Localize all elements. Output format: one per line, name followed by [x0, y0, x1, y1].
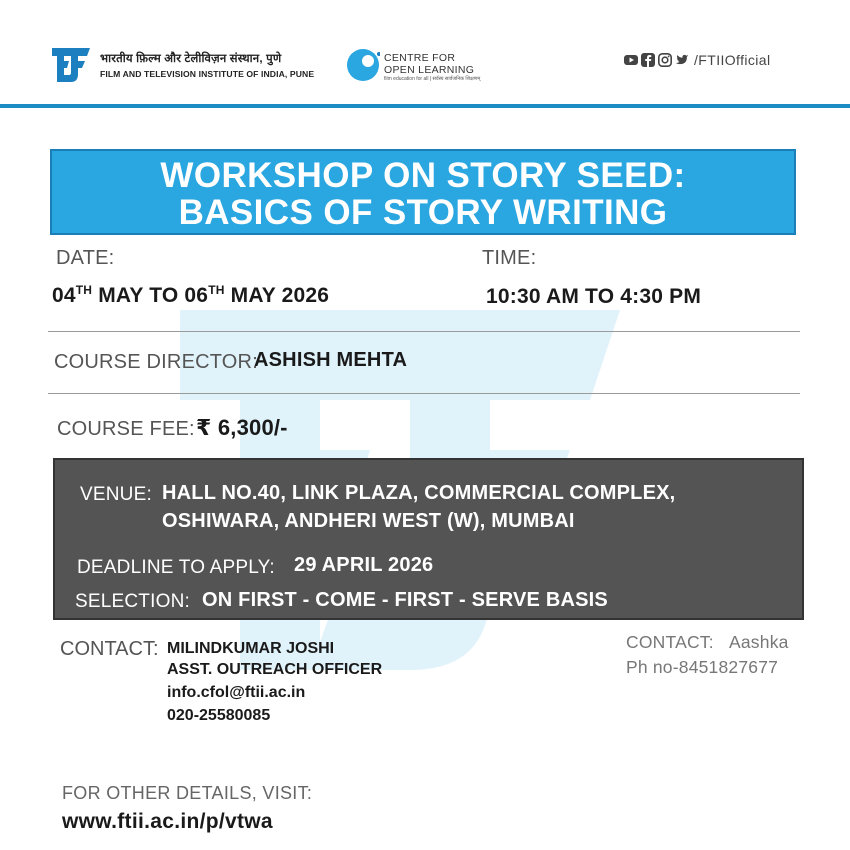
alt-contact-phone[interactable]: Ph no-8451827677 [626, 657, 779, 677]
time-label: TIME: [482, 247, 537, 269]
title-line-2: BASICS OF STORY WRITING [178, 193, 668, 232]
cfol-tagline: film education for all | सर्वस्य सार्वजनिक शिक्षणम् [384, 76, 481, 82]
venue-line-1: HALL NO.40, LINK PLAZA, COMMERCIAL COMPLEX, [162, 482, 676, 504]
contact-name: MILINDKUMAR JOSHI [167, 640, 335, 657]
cfol-name-line2: OPEN LEARNING [384, 64, 475, 76]
contact-role: ASST. OUTREACH OFFICER [167, 661, 383, 678]
contact-phone[interactable]: 020-25580085 [167, 707, 271, 724]
date-end-rest: MAY 2026 [224, 284, 330, 307]
divider-2 [48, 393, 800, 394]
date-end-suffix: TH [208, 283, 225, 297]
venue-label: VENUE: [80, 484, 152, 505]
twitter-icon[interactable] [675, 53, 689, 67]
ftii-logo-icon [50, 44, 92, 86]
cfol-name-line1: CENTRE FOR [384, 52, 456, 64]
visit-label: FOR OTHER DETAILS, VISIT: [62, 783, 313, 803]
fee-value: ₹ 6,300/- [196, 415, 288, 440]
director-label: COURSE DIRECTOR: [54, 351, 258, 373]
instagram-icon[interactable] [658, 53, 672, 67]
time-value: 10:30 AM TO 4:30 PM [486, 285, 702, 308]
header-divider [0, 104, 850, 108]
venue-line-2: OSHIWARA, ANDHERI WEST (W), MUMBAI [162, 510, 575, 532]
facebook-icon[interactable] [641, 53, 655, 67]
youtube-icon[interactable] [624, 53, 638, 67]
alt-contact-label: CONTACT: [626, 632, 714, 652]
deadline-value: 29 APRIL 2026 [294, 554, 434, 576]
ftii-name-english: FILM AND TELEVISION INSTITUTE OF INDIA, PUNE [100, 69, 315, 79]
ftii-name-hindi: भारतीय फ़िल्म और टेलीविज़न संस्थान, पुणे [100, 53, 282, 65]
cfol-logo-icon [346, 48, 380, 82]
venue-panel [53, 458, 804, 620]
title-line-1: WORKSHOP ON STORY SEED: [160, 156, 686, 195]
website-link[interactable]: www.ftii.ac.in/p/vtwa [62, 810, 273, 833]
divider-1 [48, 331, 800, 332]
contact-label: CONTACT: [60, 638, 159, 660]
alt-contact-name: Aashka [729, 632, 789, 652]
date-start-day: 04 [52, 284, 76, 307]
date-start-rest: MAY TO 06 [92, 284, 209, 307]
deadline-label: DEADLINE TO APPLY: [77, 557, 275, 578]
selection-value: ON FIRST - COME - FIRST - SERVE BASIS [202, 589, 608, 611]
contact-email[interactable]: info.cfol@ftii.ac.in [167, 684, 306, 701]
date-label: DATE: [56, 247, 115, 269]
date-value [52, 284, 329, 308]
director-value: ASHISH MEHTA [254, 349, 408, 371]
social-handle[interactable]: /FTIIOfficial [694, 52, 771, 68]
date-start-suffix: TH [75, 283, 93, 297]
fee-label: COURSE FEE: [57, 418, 195, 440]
title-banner [50, 149, 796, 235]
selection-label: SELECTION: [75, 591, 190, 612]
social-links [624, 52, 771, 68]
